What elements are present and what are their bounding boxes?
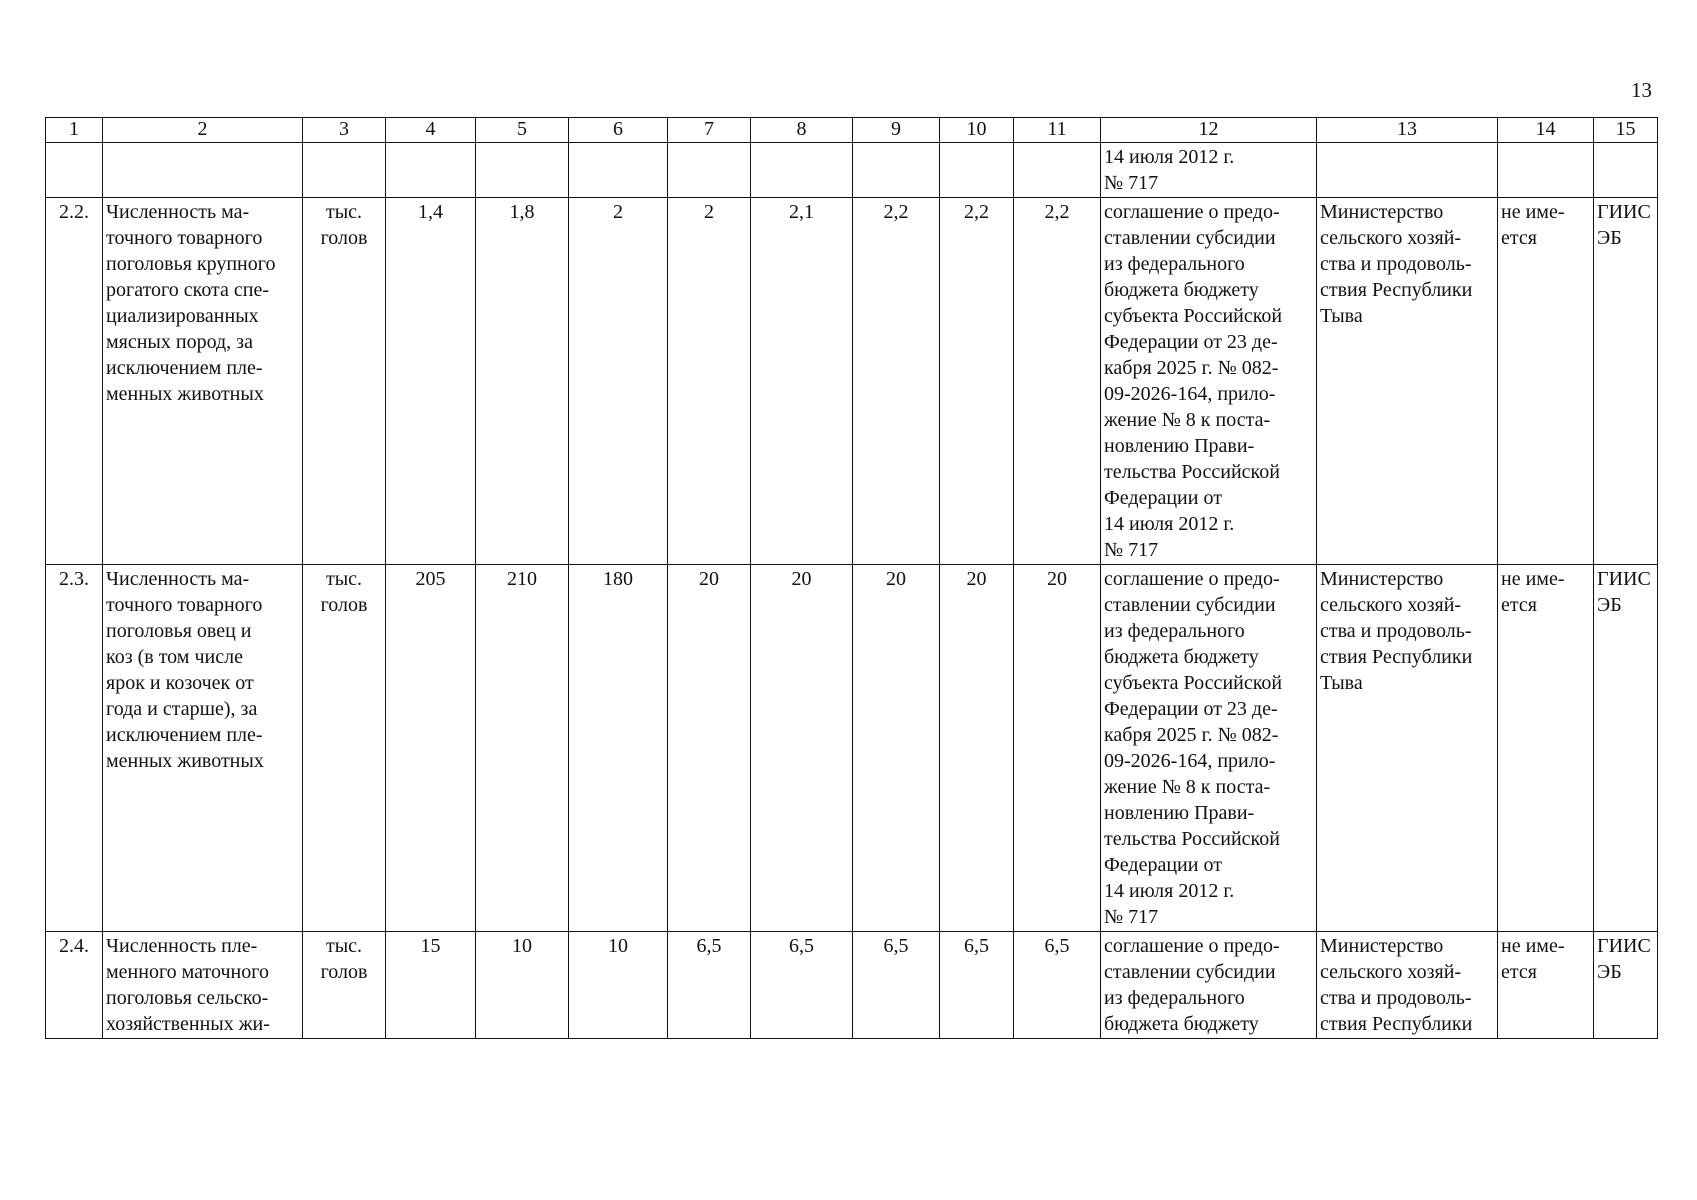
indicator-name: Численность пле- менного маточного поголовья сельско- хозяйственных жи- xyxy=(103,932,303,1039)
value-cell: 2 xyxy=(569,198,668,565)
value-cell: 6,5 xyxy=(668,932,751,1039)
table-cell xyxy=(1317,143,1498,198)
source-cell: соглашение о предо- ставлении субсидии из федерального бюджета бюджету субъекта Российской Федерации от 23 де- кабря 2025 г. № 082- 09-2026-164, прило- жение № 8 к поста- новлению Прави- тельства Российской Федерации от 14 июля 2012 г. № 717 xyxy=(1101,565,1317,932)
value-cell: 10 xyxy=(569,932,668,1039)
column-header: 3 xyxy=(303,118,386,143)
value-cell: 6,5 xyxy=(853,932,940,1039)
unit-cell: тыс. голов xyxy=(303,932,386,1039)
value-cell: 6,5 xyxy=(1014,932,1101,1039)
column-header: 5 xyxy=(476,118,569,143)
ministry-cell: Министерство сельского хозяй- ства и продоволь- ствия Республики Тыва xyxy=(1317,198,1498,565)
col14-cell: не име- ется xyxy=(1498,932,1594,1039)
table-cell xyxy=(103,143,303,198)
table-cell xyxy=(751,143,853,198)
value-cell: 2,2 xyxy=(853,198,940,565)
column-header: 13 xyxy=(1317,118,1498,143)
table-cell xyxy=(1498,143,1594,198)
column-header: 15 xyxy=(1594,118,1658,143)
value-cell: 6,5 xyxy=(751,932,853,1039)
col14-cell: не име- ется xyxy=(1498,198,1594,565)
table-cell xyxy=(476,143,569,198)
column-header: 12 xyxy=(1101,118,1317,143)
value-cell: 2,1 xyxy=(751,198,853,565)
value-cell: 20 xyxy=(751,565,853,932)
source-cell: соглашение о предо- ставлении субсидии из федерального бюджета бюджету субъекта Российской Федерации от 23 де- кабря 2025 г. № 082- 09-2026-164, прило- жение № 8 к поста- новлению Прави- тельства Российской Федерации от 14 июля 2012 г. № 717 xyxy=(1101,198,1317,565)
column-header: 1 xyxy=(46,118,103,143)
value-cell: 180 xyxy=(569,565,668,932)
col14-cell: не име- ется xyxy=(1498,565,1594,932)
table-cell xyxy=(940,143,1014,198)
row-index: 2.3. xyxy=(46,565,103,932)
continuation-row xyxy=(46,143,1658,198)
column-header: 6 xyxy=(569,118,668,143)
column-header: 14 xyxy=(1498,118,1594,143)
source-cell: 14 июля 2012 г. № 717 xyxy=(1101,143,1317,198)
col15-cell: ГИИС ЭБ xyxy=(1594,932,1658,1039)
column-header: 8 xyxy=(751,118,853,143)
value-cell: 2,2 xyxy=(1014,198,1101,565)
indicators-table xyxy=(45,117,1658,1039)
table-cell xyxy=(303,143,386,198)
value-cell: 6,5 xyxy=(940,932,1014,1039)
unit-cell: тыс. голов xyxy=(303,198,386,565)
indicator-name: Численность ма- точного товарного поголовья овец и коз (в том числе ярок и козочек от года и старше), за исключением пле- менных животных xyxy=(103,565,303,932)
value-cell: 205 xyxy=(386,565,476,932)
table-cell xyxy=(1014,143,1101,198)
column-header: 2 xyxy=(103,118,303,143)
ministry-cell: Министерство сельского хозяй- ства и продоволь- ствия Республики xyxy=(1317,932,1498,1039)
value-cell: 20 xyxy=(940,565,1014,932)
table-cell xyxy=(569,143,668,198)
column-header: 4 xyxy=(386,118,476,143)
ministry-cell: Министерство сельского хозяй- ства и продоволь- ствия Республики Тыва xyxy=(1317,565,1498,932)
unit-cell: тыс. голов xyxy=(303,565,386,932)
value-cell: 15 xyxy=(386,932,476,1039)
table-row xyxy=(46,932,1658,1039)
source-cell: соглашение о предо- ставлении субсидии из федерального бюджета бюджету xyxy=(1101,932,1317,1039)
value-cell: 2 xyxy=(668,198,751,565)
value-cell: 1,8 xyxy=(476,198,569,565)
column-number-row xyxy=(46,118,1658,143)
col15-cell: ГИИС ЭБ xyxy=(1594,198,1658,565)
table-cell xyxy=(46,143,103,198)
table-cell xyxy=(853,143,940,198)
column-header: 10 xyxy=(940,118,1014,143)
table-cell xyxy=(386,143,476,198)
value-cell: 20 xyxy=(668,565,751,932)
column-header: 11 xyxy=(1014,118,1101,143)
table-cell xyxy=(1594,143,1658,198)
value-cell: 20 xyxy=(1014,565,1101,932)
value-cell: 210 xyxy=(476,565,569,932)
column-header: 7 xyxy=(668,118,751,143)
value-cell: 10 xyxy=(476,932,569,1039)
value-cell: 20 xyxy=(853,565,940,932)
value-cell: 1,4 xyxy=(386,198,476,565)
page-number: 13 xyxy=(1631,78,1652,102)
row-index: 2.2. xyxy=(46,198,103,565)
column-header: 9 xyxy=(853,118,940,143)
table-row xyxy=(46,565,1658,932)
table-cell xyxy=(668,143,751,198)
row-index: 2.4. xyxy=(46,932,103,1039)
table-row xyxy=(46,198,1658,565)
col15-cell: ГИИС ЭБ xyxy=(1594,565,1658,932)
indicator-name: Численность ма- точного товарного поголовья крупного рогатого скота спе- циализированных мясных пород, за исключением пле- менных животных xyxy=(103,198,303,565)
value-cell: 2,2 xyxy=(940,198,1014,565)
